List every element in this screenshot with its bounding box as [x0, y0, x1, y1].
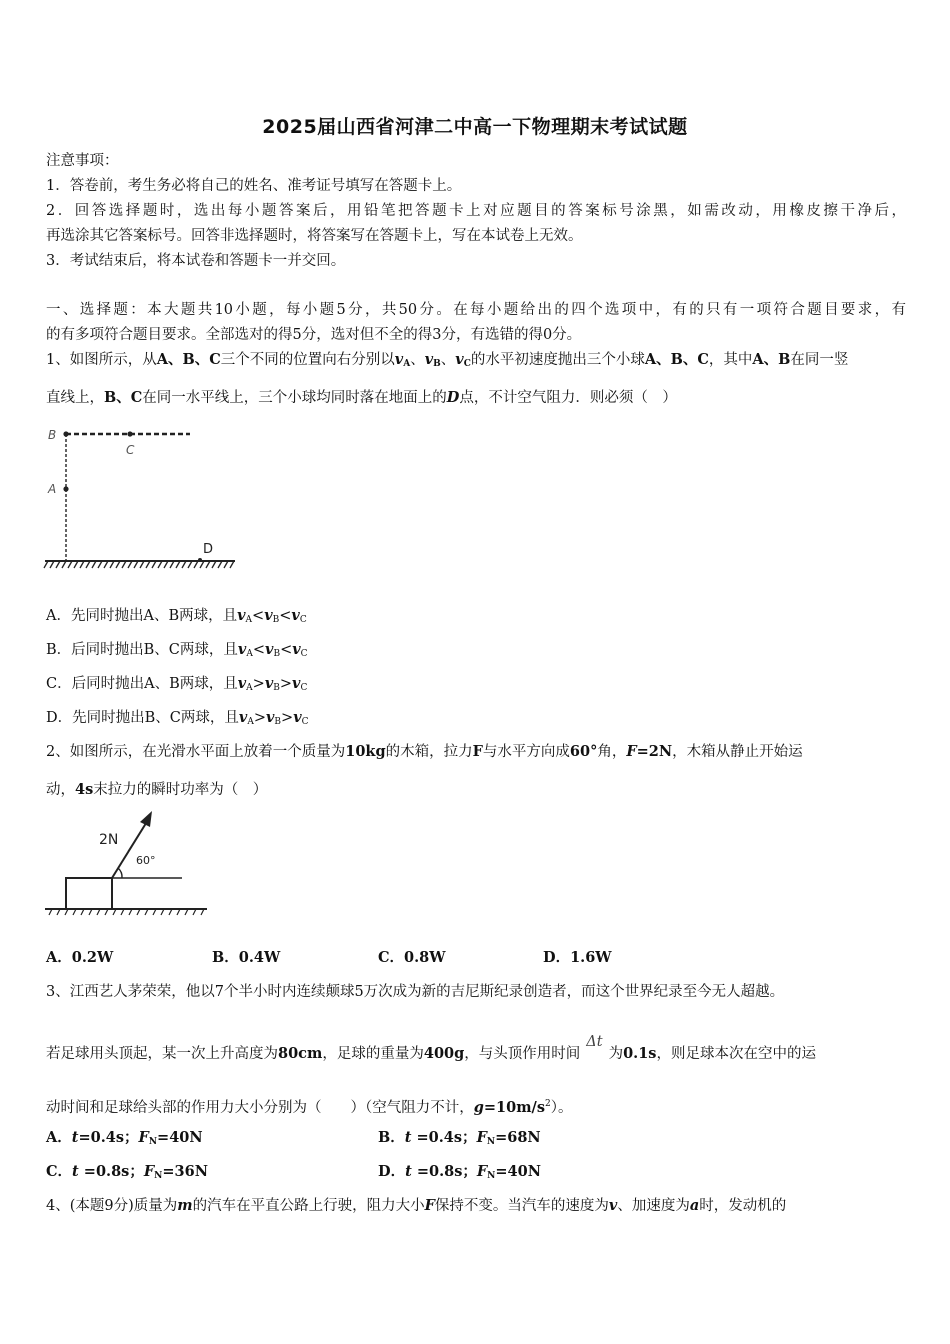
q2-mass: 10kg: [345, 743, 386, 760]
q3-opt-label: A．: [46, 1129, 72, 1146]
q2-text: ，木箱从静止开始运: [672, 744, 803, 760]
q3-f-value: =40N: [157, 1129, 203, 1146]
notice-item-3: 3．考试结束后，将本试卷和答题卡一并交回。: [46, 253, 346, 269]
q3-exponent: 2: [545, 1099, 551, 1109]
q3-option-b[interactable]: [378, 1128, 541, 1152]
q1-sub: A: [247, 717, 254, 727]
q2-angle-arc: [118, 868, 122, 878]
q4-m: m: [177, 1197, 193, 1214]
q1-text: 的水平初速度抛出三个小球: [470, 352, 645, 368]
q3-t-value: =0.4s；: [78, 1129, 139, 1146]
q1-v: v: [238, 709, 248, 726]
q1-v: v: [394, 351, 404, 368]
q1-v: v: [264, 675, 274, 692]
q2-force-label: 2N: [99, 832, 119, 848]
q1-sub: A: [246, 649, 253, 659]
q2-text: 2、如图所示，在光滑水平面上放着一个质量为: [46, 744, 346, 760]
q3-t: t: [71, 1129, 79, 1146]
q4-v: v: [608, 1197, 618, 1214]
q3-mass: 400g: [423, 1045, 465, 1062]
q3-text: 动时间和足球给头部的作用力大小分别为（ ）（空气阻力不计，: [46, 1099, 474, 1116]
q3-text: ，足球的重量为: [322, 1046, 424, 1062]
q1-sub: B: [433, 359, 441, 369]
q3-sub: N: [486, 1137, 496, 1147]
section-instructions-2: 的有多项符合题目要求。全部选对的得5分，选对但不全的得3分，有选错的得0分。: [46, 327, 582, 343]
q1-lt: <: [252, 608, 265, 624]
q2-option-a[interactable]: A．0.2W: [46, 949, 114, 966]
q3-time: 0.1s: [623, 1045, 657, 1062]
q1-option-c-text: C．后同时抛出A、B两球，且: [46, 676, 238, 692]
q1-text: 三个不同的位置向右分别以: [220, 352, 395, 368]
q1-sub: C: [299, 615, 307, 625]
q2-f: F: [626, 743, 637, 760]
q3-sub: N: [154, 1171, 163, 1181]
q2-force: =2N: [636, 743, 673, 760]
page-title: 2025届山西省河津二中高一下物理期末考试试题: [262, 116, 688, 138]
q2-figure: [42, 806, 212, 922]
q3-height: 80cm: [278, 1045, 323, 1062]
q3-stem-line3: [46, 1094, 906, 1118]
q3-g: g: [473, 1098, 484, 1116]
q1-v: v: [292, 641, 301, 658]
q2-option-b[interactable]: B．0.4W: [212, 949, 281, 966]
q2-box: [66, 878, 112, 909]
q1-bc: B、C: [104, 389, 143, 406]
q3-text: ，与头顶作用时间: [464, 1046, 581, 1062]
q3-t: t: [72, 1163, 79, 1180]
q1-text: ，其中: [708, 352, 753, 368]
q1-v: v: [292, 675, 301, 692]
q1-lt: <: [280, 642, 293, 658]
q1-sub: C: [300, 683, 308, 693]
q1-sub: B: [273, 649, 281, 659]
q1-v: v: [455, 351, 464, 368]
q2-text: 与水平方向成: [482, 744, 570, 760]
q3-text: ）。: [550, 1099, 573, 1116]
q1-point-a: [63, 486, 68, 491]
q2-force-arrowhead: [140, 811, 152, 827]
q1-sub: A: [246, 683, 253, 693]
q3-f: F: [143, 1163, 155, 1180]
q1-balls: A、B、C: [644, 351, 709, 368]
q2-option-d[interactable]: D．1.6W: [543, 949, 612, 966]
q3-stem-line1: 3、江西艺人茅荣荣，他以7个半小时内连续颠球5万次成为新的吉尼斯纪录创造者，而这个世界纪录至今无人超越。: [46, 984, 785, 1000]
q1-sub: A: [245, 615, 253, 625]
q1-figure: [40, 420, 250, 575]
q1-sub: B: [273, 683, 280, 693]
q2-text: 动，: [46, 782, 75, 798]
q4-stem-line1: [46, 1196, 906, 1216]
q3-t: t: [404, 1129, 412, 1146]
q1-text: 在同一竖: [790, 352, 849, 368]
q1-v: v: [237, 607, 246, 624]
q1-option-d[interactable]: [46, 708, 906, 732]
q1-v: v: [265, 641, 274, 658]
q1-option-a-text: A．先同时抛出A、B两球，且: [46, 608, 238, 624]
q2-angle: 60°: [569, 743, 598, 760]
q1-option-d-text: D．先同时抛出B、C两球，且: [46, 710, 239, 726]
q1-sub: B: [272, 615, 280, 625]
q1-v: v: [264, 607, 273, 624]
q1-option-a[interactable]: [46, 606, 906, 630]
q3-opt-label: D．: [378, 1163, 406, 1180]
q4-f: F: [424, 1197, 435, 1214]
q2-time: 4s: [75, 781, 94, 798]
q1-v: v: [265, 709, 275, 726]
q1-gt: >: [281, 710, 294, 726]
q1-points: A、B、C: [156, 351, 221, 368]
q1-v: v: [237, 641, 247, 658]
q3-f: F: [138, 1129, 149, 1146]
notice-item-2a: 2．回答选择题时，选出每小题答案后，用铅笔把答题卡上对应题目的答案标号涂黑，如需改动，用橡皮擦干净后，: [46, 203, 906, 219]
q3-text: ，则足球本次在空中的运: [656, 1046, 816, 1062]
q3-sub: N: [148, 1137, 158, 1147]
q3-opt-label: C．: [46, 1163, 73, 1180]
q3-t-value: =0.8s；: [78, 1163, 144, 1180]
q1-text: 点，不计空气阻力．则必须（ ）: [459, 390, 677, 406]
q3-option-a[interactable]: [46, 1128, 203, 1152]
q3-t: t: [405, 1163, 412, 1180]
q2-stem-line1: [46, 742, 906, 762]
q1-sub: C: [463, 359, 471, 369]
q1-option-b[interactable]: [46, 640, 906, 664]
q4-text: 保持不变。当汽车的速度为: [434, 1198, 609, 1214]
q1-v: v: [237, 675, 247, 692]
q1-text: 在同一水平线上，三个小球均同时落在地面上的: [142, 390, 447, 406]
q1-v: v: [424, 351, 434, 368]
q1-ab: A、B: [752, 351, 791, 368]
q2-f: F: [472, 743, 483, 760]
q2-stem-line2: [46, 780, 906, 800]
q3-g-value: =10m/s: [483, 1098, 546, 1116]
q1-gt: >: [279, 676, 293, 692]
q1-ground-hatch: [44, 561, 234, 568]
q1-lt: <: [279, 608, 292, 624]
q3-opt-label: B．: [378, 1129, 405, 1146]
q2-angle-label: 60°: [136, 854, 156, 867]
q2-text: 角，: [597, 744, 627, 760]
q1-sep: 、: [410, 352, 425, 368]
q1-sub: C: [301, 717, 309, 727]
q3-f: F: [476, 1163, 488, 1180]
q3-stem-line2: [46, 1034, 906, 1064]
q1-label-c: C: [126, 443, 135, 457]
q3-f-value: =40N: [495, 1163, 541, 1180]
q1-v: v: [291, 607, 300, 624]
q1-text: 直线上，: [46, 390, 104, 406]
q1-sub: A: [403, 359, 411, 369]
q1-option-c[interactable]: [46, 674, 906, 698]
section-instructions-1: 一、选择题：本大题共10小题，每小题5分，共50分。在每小题给出的四个选项中，有的只有一项符合题目要求，有: [46, 302, 906, 318]
q1-option-b-text: B．后同时抛出B、C两球，且: [46, 642, 238, 658]
q1-gt: >: [253, 710, 266, 726]
q4-text: 4、(本题9分)质量为: [46, 1198, 178, 1214]
q1-d: D: [446, 389, 460, 406]
q3-f-value: =36N: [162, 1163, 208, 1180]
q3-text: 为: [608, 1046, 624, 1062]
q4-a: a: [689, 1197, 700, 1214]
q3-f: F: [476, 1129, 487, 1146]
q1-point-c: [127, 431, 132, 436]
q3-option-d[interactable]: [378, 1162, 541, 1186]
q1-label-a: A: [48, 482, 57, 496]
notice-item-1: 1．答卷前，考生务必将自己的姓名、准考证号填写在答题卡上。: [46, 178, 462, 194]
q3-text: 若足球用头顶起，某一次上升高度为: [46, 1046, 278, 1062]
q3-option-c[interactable]: [46, 1162, 208, 1186]
q1-stem-line2: [46, 388, 906, 408]
q1-gt: >: [252, 676, 265, 692]
q2-text: 的木箱，拉力: [385, 744, 473, 760]
q4-text: 的汽车在平直公路上行驶，阻力大小: [192, 1198, 425, 1214]
q3-delta-t: Δt: [586, 1034, 603, 1050]
q1-lt: <: [252, 642, 265, 658]
q1-sep: 、: [440, 352, 456, 368]
q1-sub: C: [300, 649, 308, 659]
q3-t-value: =0.8s；: [411, 1163, 477, 1180]
q2-force-line: [112, 820, 148, 878]
q3-f-value: =68N: [495, 1129, 541, 1146]
q4-text: 时，发动机的: [699, 1198, 787, 1214]
q2-option-c[interactable]: C．0.8W: [378, 949, 446, 966]
q1-v: v: [293, 709, 302, 726]
q1-label-b: B: [48, 428, 57, 442]
q1-sub: B: [274, 717, 282, 727]
q1-label-d: D: [203, 542, 214, 557]
q2-text: 末拉力的瞬时功率为（ ）: [93, 782, 268, 798]
q4-text: 、加速度为: [617, 1198, 690, 1214]
q3-sub: N: [487, 1171, 496, 1181]
notice-item-2b: 再选涂其它答案标号。回答非选择题时，将答案写在答题卡上，写在本试卷上无效。: [46, 228, 583, 244]
q1-text: 1、如图所示，从: [46, 352, 157, 368]
q1-stem-line1: [46, 350, 906, 374]
q1-point-b: [63, 431, 68, 436]
q3-t-value: =0.4s；: [411, 1129, 477, 1146]
notice-heading: 注意事项：: [46, 153, 119, 169]
